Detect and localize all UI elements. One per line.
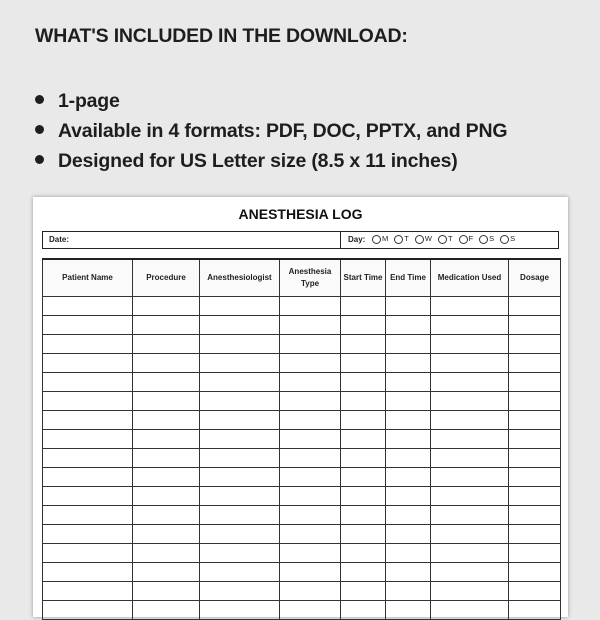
table-cell xyxy=(386,487,431,506)
table-cell xyxy=(200,601,280,620)
table-cell xyxy=(133,563,200,582)
table-cell xyxy=(200,487,280,506)
table-cell xyxy=(200,354,280,373)
table-cell xyxy=(431,354,509,373)
bullet-icon xyxy=(35,95,44,104)
table-cell xyxy=(431,449,509,468)
table-cell xyxy=(509,335,561,354)
table-cell xyxy=(133,468,200,487)
table-cell xyxy=(431,297,509,316)
day-options xyxy=(372,234,515,244)
table-cell xyxy=(341,582,386,601)
day-letter: F xyxy=(468,234,474,243)
table-cell xyxy=(431,468,509,487)
feature-item xyxy=(35,86,507,116)
table-cell xyxy=(509,487,561,506)
table-cell xyxy=(200,392,280,411)
table-cell xyxy=(509,354,561,373)
table-cell xyxy=(386,316,431,335)
table-row xyxy=(43,544,561,563)
table-cell xyxy=(431,506,509,525)
table-cell xyxy=(386,335,431,354)
table-cell xyxy=(280,297,341,316)
day-label: Day: xyxy=(348,235,366,244)
table-cell xyxy=(431,582,509,601)
table-cell xyxy=(280,373,341,392)
day-option xyxy=(438,234,453,244)
table-cell xyxy=(280,430,341,449)
feature-text: 1-page xyxy=(58,90,120,112)
column-header: Procedure xyxy=(133,259,200,297)
table-cell xyxy=(133,430,200,449)
table-cell xyxy=(200,373,280,392)
table-cell xyxy=(509,563,561,582)
table-cell xyxy=(43,487,133,506)
column-header: Medication Used xyxy=(431,259,509,297)
table-cell xyxy=(280,601,341,620)
table-cell xyxy=(341,430,386,449)
table-cell xyxy=(386,430,431,449)
circle-icon xyxy=(459,235,468,244)
table-cell xyxy=(43,525,133,544)
table-cell xyxy=(509,316,561,335)
table-cell xyxy=(509,601,561,620)
table-cell xyxy=(133,335,200,354)
table-cell xyxy=(509,544,561,563)
table-row xyxy=(43,335,561,354)
circle-icon xyxy=(479,235,488,244)
table-cell xyxy=(386,468,431,487)
table-row xyxy=(43,563,561,582)
table-cell xyxy=(43,468,133,487)
table-cell xyxy=(133,354,200,373)
circle-icon xyxy=(415,235,424,244)
table-cell xyxy=(200,316,280,335)
table-cell xyxy=(431,335,509,354)
table-cell xyxy=(341,316,386,335)
table-cell xyxy=(133,411,200,430)
table-row xyxy=(43,411,561,430)
table-cell xyxy=(200,525,280,544)
table-row xyxy=(43,487,561,506)
bullet-icon xyxy=(35,155,44,164)
table-cell xyxy=(386,582,431,601)
table-cell xyxy=(386,449,431,468)
table-row xyxy=(43,449,561,468)
table-cell xyxy=(341,506,386,525)
table-cell xyxy=(200,449,280,468)
table-cell xyxy=(386,392,431,411)
column-header: Patient Name xyxy=(43,259,133,297)
table-row xyxy=(43,468,561,487)
table-row xyxy=(43,297,561,316)
table-cell xyxy=(43,430,133,449)
log-table xyxy=(42,258,561,620)
feature-text: Available in 4 formats: PDF, DOC, PPTX, and PNG xyxy=(58,120,508,142)
table-cell xyxy=(431,601,509,620)
table-cell xyxy=(431,544,509,563)
table-cell xyxy=(280,411,341,430)
table-cell xyxy=(509,525,561,544)
table-cell xyxy=(386,297,431,316)
table-cell xyxy=(341,392,386,411)
table-cell xyxy=(133,297,200,316)
table-cell xyxy=(509,468,561,487)
table-cell xyxy=(200,335,280,354)
day-option xyxy=(372,234,388,244)
day-box xyxy=(340,232,558,248)
table-cell xyxy=(431,563,509,582)
log-sheet-preview xyxy=(33,197,568,617)
feature-item xyxy=(35,116,507,146)
day-option xyxy=(394,234,409,244)
table-cell xyxy=(280,544,341,563)
circle-icon xyxy=(372,235,381,244)
table-cell xyxy=(509,392,561,411)
log-title: ANESTHESIA LOG xyxy=(238,206,363,222)
table-cell xyxy=(431,430,509,449)
table-cell xyxy=(341,487,386,506)
table-cell xyxy=(200,297,280,316)
table-cell xyxy=(280,354,341,373)
table-cell xyxy=(431,392,509,411)
table-cell xyxy=(43,563,133,582)
date-day-row xyxy=(42,231,559,249)
column-header: Dosage xyxy=(509,259,561,297)
table-cell xyxy=(133,373,200,392)
table-cell xyxy=(509,582,561,601)
table-cell xyxy=(431,525,509,544)
table-cell xyxy=(43,449,133,468)
day-letter: S xyxy=(489,234,495,243)
table-row xyxy=(43,601,561,620)
table-cell xyxy=(509,297,561,316)
table-cell xyxy=(43,392,133,411)
table-cell xyxy=(341,373,386,392)
table-cell xyxy=(386,525,431,544)
table-cell xyxy=(509,449,561,468)
table-cell xyxy=(386,601,431,620)
table-cell xyxy=(341,411,386,430)
table-cell xyxy=(341,525,386,544)
table-cell xyxy=(280,316,341,335)
table-row xyxy=(43,506,561,525)
table-cell xyxy=(43,354,133,373)
table-cell xyxy=(43,601,133,620)
table-cell xyxy=(43,582,133,601)
table-cell xyxy=(200,544,280,563)
table-cell xyxy=(200,411,280,430)
table-cell xyxy=(43,373,133,392)
table-cell xyxy=(431,373,509,392)
features-list xyxy=(35,86,507,176)
table-cell xyxy=(43,411,133,430)
table-row xyxy=(43,430,561,449)
circle-icon xyxy=(500,235,509,244)
day-option xyxy=(479,234,494,244)
table-row xyxy=(43,354,561,373)
table-cell xyxy=(43,297,133,316)
column-header: Anesthesia Type xyxy=(280,259,341,297)
table-cell xyxy=(200,563,280,582)
table-cell xyxy=(341,449,386,468)
table-cell xyxy=(133,601,200,620)
table-cell xyxy=(43,544,133,563)
table-cell xyxy=(280,392,341,411)
table-row xyxy=(43,373,561,392)
table-cell xyxy=(200,582,280,601)
table-cell xyxy=(280,449,341,468)
day-letter: S xyxy=(510,234,516,243)
column-header: Start Time xyxy=(341,259,386,297)
table-cell xyxy=(133,525,200,544)
table-cell xyxy=(341,297,386,316)
table-cell xyxy=(280,335,341,354)
table-cell xyxy=(386,354,431,373)
table-cell xyxy=(386,544,431,563)
table-cell xyxy=(386,563,431,582)
table-cell xyxy=(341,354,386,373)
circle-icon xyxy=(394,235,403,244)
table-cell xyxy=(133,392,200,411)
table-cell xyxy=(200,468,280,487)
day-letter: T xyxy=(447,234,453,243)
table-cell xyxy=(43,506,133,525)
day-letter: T xyxy=(404,234,409,243)
table-cell xyxy=(509,506,561,525)
table-cell xyxy=(280,525,341,544)
table-row xyxy=(43,525,561,544)
table-cell xyxy=(200,430,280,449)
table-cell xyxy=(341,544,386,563)
table-cell xyxy=(43,316,133,335)
feature-item xyxy=(35,146,507,176)
table-row xyxy=(43,316,561,335)
date-label: Date: xyxy=(49,235,70,244)
day-option xyxy=(415,234,432,244)
table-cell xyxy=(509,430,561,449)
table-row xyxy=(43,582,561,601)
table-cell xyxy=(431,411,509,430)
table-cell xyxy=(133,582,200,601)
feature-text: Designed for US Letter size (8.5 x 11 inches) xyxy=(58,150,458,172)
table-cell xyxy=(133,316,200,335)
download-heading: WHAT'S INCLUDED IN THE DOWNLOAD: xyxy=(35,25,408,47)
table-cell xyxy=(386,373,431,392)
circle-icon xyxy=(438,235,447,244)
table-cell xyxy=(386,411,431,430)
table-cell xyxy=(341,563,386,582)
table-row xyxy=(43,392,561,411)
table-cell xyxy=(280,487,341,506)
column-header: End Time xyxy=(386,259,431,297)
table-cell xyxy=(280,563,341,582)
table-cell xyxy=(386,506,431,525)
table-cell xyxy=(341,468,386,487)
table-cell xyxy=(431,487,509,506)
table-cell xyxy=(43,335,133,354)
table-cell xyxy=(133,544,200,563)
table-cell xyxy=(133,506,200,525)
table-cell xyxy=(280,506,341,525)
day-letter: M xyxy=(382,234,389,243)
day-letter: W xyxy=(424,234,432,243)
bullet-icon xyxy=(35,125,44,134)
day-option xyxy=(500,234,515,244)
column-header: Anesthesiologist xyxy=(200,259,280,297)
table-cell xyxy=(133,487,200,506)
table-cell xyxy=(133,449,200,468)
table-cell xyxy=(431,316,509,335)
table-cell xyxy=(341,601,386,620)
table-cell xyxy=(280,582,341,601)
table-cell xyxy=(280,468,341,487)
table-cell xyxy=(200,506,280,525)
table-cell xyxy=(509,373,561,392)
table-cell xyxy=(341,335,386,354)
day-option xyxy=(459,234,474,244)
table-cell xyxy=(509,411,561,430)
